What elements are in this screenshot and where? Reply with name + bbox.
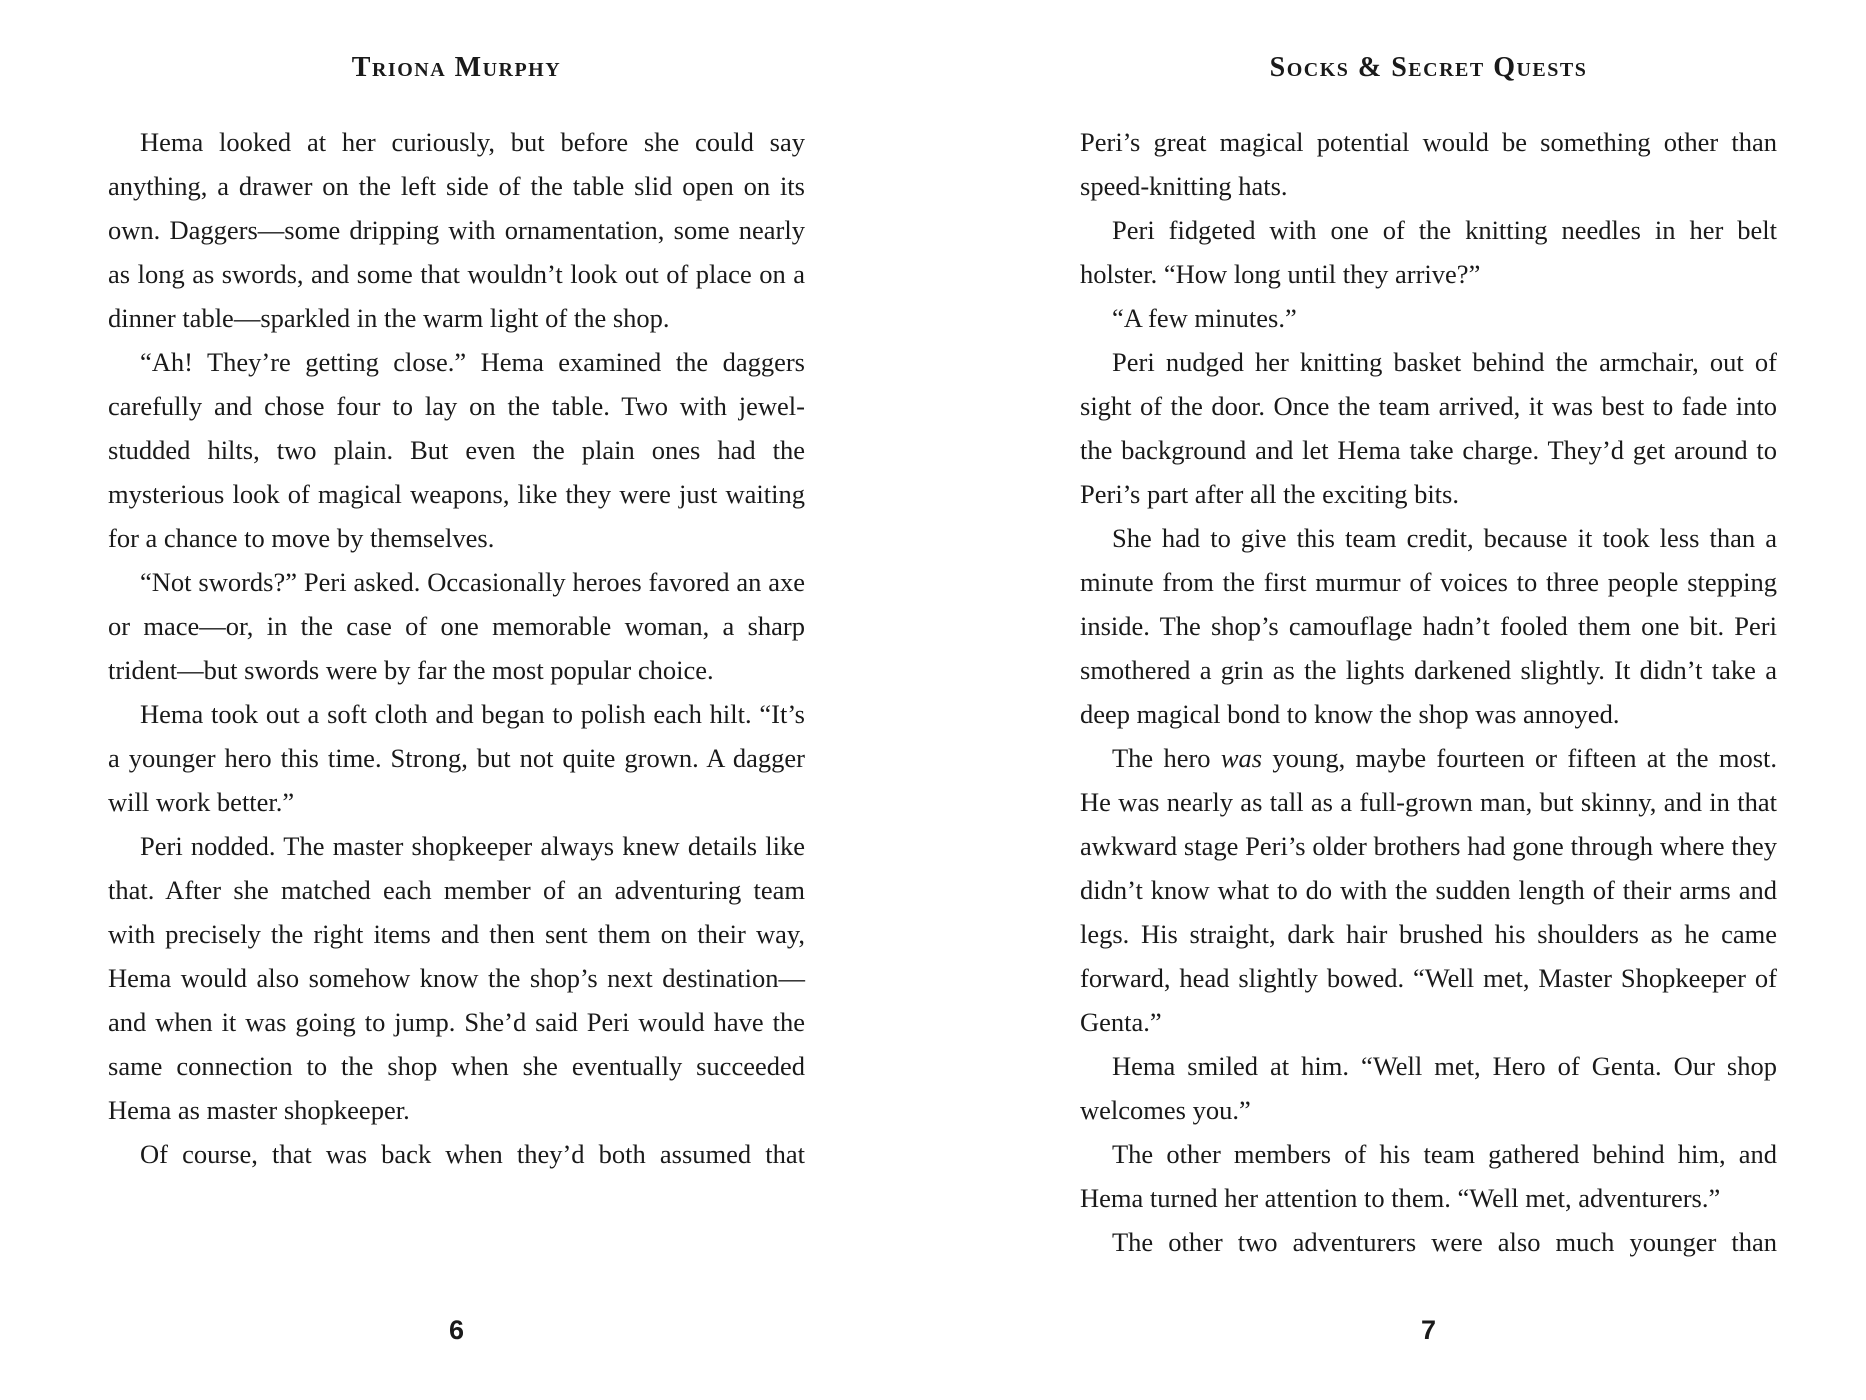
paragraph: She had to give this team credit, because it took less than a minute from the first murmur of voices to three people stepping inside. The shop’s camouflage hadn’t fooled them one bit. Peri smothered a grin as the lights darkened slightly. It didn’t take a deep magical bond to know the shop was annoyed. (1080, 523, 1777, 729)
text-run: young, maybe fourteen or fifteen at the most. He was nearly as tall as a full-grown man, but skinny, and in that awkward stage Peri’s older brothers had gone through where they didn’t know what to do with the sudden length of their arms and legs. His straight, dark hair brushed his shoulders as he came forward, head slightly bowed. “Well met, Master Shopkeeper of Genta.” (1080, 743, 1777, 1037)
paragraph: “Ah! They’re getting close.” Hema examined the daggers carefully and chose four to lay on the table. Two with jewel-studded hilts, two plain. But even the plain ones had the mysterious look of magical weapons, like they were just waiting for a chance to move by themselves. (108, 347, 805, 553)
paragraph: Peri nodded. The master shopkeeper always knew details like that. After she matched each member of an adventuring team with precisely the right items and then sent them on their way, Hema would also somehow know the shop’s next destination—and when it was going to jump. She’d said Peri would have the same connection to the shop when she eventually succeeded Hema as master shopkeeper. (108, 831, 805, 1125)
paragraph: The other two adventurers were also much younger than (1112, 1227, 1777, 1257)
running-head-author: Triona Murphy (351, 52, 562, 83)
paragraph: The other members of his team gathered behind him, and Hema turned her attention to them. “Well met, adventurers.” (1080, 1139, 1777, 1213)
left-page-text (108, 120, 805, 1176)
paragraph: Hema looked at her curiously, but before she could say anything, a drawer on the left side of the table slid open on its own. Daggers—some dripping with ornamentation, some nearly as long as swords, and some that wouldn’t look out of place on a dinner table—sparkled in the warm light of the shop. (108, 127, 805, 333)
paragraph: “A few minutes.” (1112, 303, 1297, 333)
paragraph: Peri nudged her knitting basket behind the armchair, out of sight of the door. Once the team arrived, it was best to fade into the background and let Hema take charge. They’d get around to Peri’s part after all the exciting bits. (1080, 347, 1777, 509)
paragraph-hero (1080, 736, 1777, 1044)
paragraph: Hema smiled at him. “Well met, Hero of Genta. Our shop welcomes you.” (1080, 1051, 1777, 1125)
paragraph: “Not swords?” Peri asked. Occasionally heroes favored an axe or mace—or, in the case of one memorable woman, a sharp trident—but swords were by far the most popular choice. (108, 567, 805, 685)
paragraph: Peri fidgeted with one of the knitting needles in her belt holster. “How long until they arrive?” (1080, 215, 1777, 289)
running-head-title: Socks & Secret Quests (1269, 52, 1588, 83)
emphasis: was (1220, 743, 1263, 773)
left-page (108, 0, 805, 1400)
page-number: 6 (448, 1315, 465, 1345)
right-page-text (1080, 120, 1777, 1264)
text-run: The hero (1112, 743, 1221, 773)
page-number: 7 (1420, 1315, 1437, 1345)
right-page (1080, 0, 1777, 1400)
paragraph: Hema took out a soft cloth and began to polish each hilt. “It’s a younger hero this time. Strong, but not quite grown. A dagger will work better.” (108, 699, 805, 817)
paragraph: Of course, that was back when they’d both assumed that (140, 1139, 805, 1169)
paragraph: Peri’s great magical potential would be something other than speed-knitting hats. (1080, 127, 1777, 201)
